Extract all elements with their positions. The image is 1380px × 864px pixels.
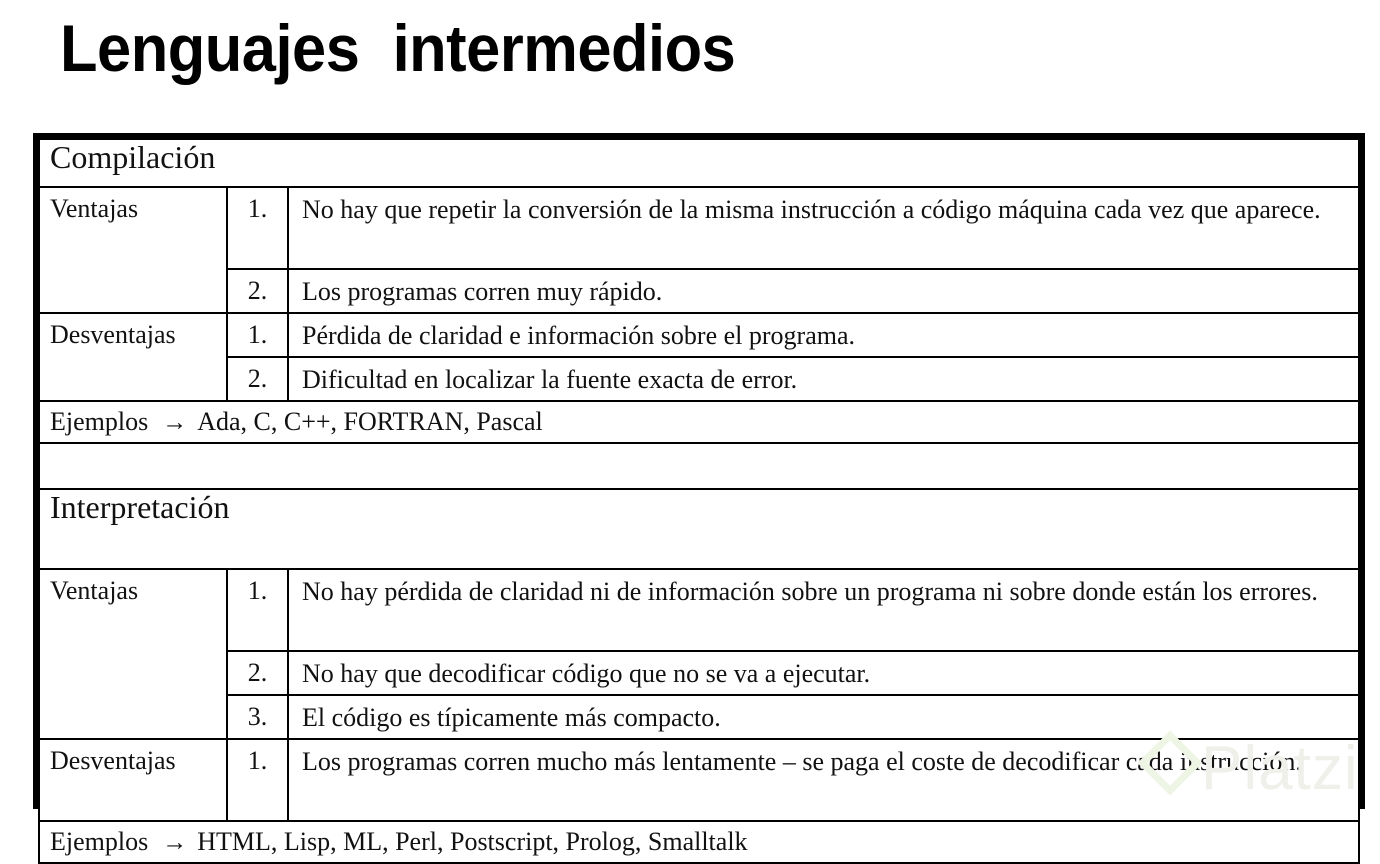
group-label-ventajas: Ventajas bbox=[50, 194, 139, 223]
examples-items: HTML, Lisp, ML, Perl, Postscript, Prolog, Smalltalk bbox=[197, 827, 748, 856]
examples-row-compilacion bbox=[39, 401, 1359, 443]
examples-row-interpretacion bbox=[39, 821, 1359, 863]
table-row bbox=[39, 269, 1359, 313]
comparison-table bbox=[33, 133, 1365, 856]
group-label-cell-desventajas bbox=[39, 313, 227, 401]
group-label-desventajas: Desventajas bbox=[50, 320, 176, 349]
item-number-cell bbox=[227, 651, 288, 695]
item-text-cell bbox=[288, 313, 1359, 357]
table-row bbox=[39, 313, 1359, 357]
section-heading-compilacion: Compilación bbox=[50, 139, 216, 175]
item-text-cell bbox=[288, 695, 1359, 739]
item-text-cell bbox=[288, 357, 1359, 401]
item-number: 1. bbox=[247, 576, 268, 605]
item-number: 2. bbox=[247, 658, 268, 687]
examples-label: Ejemplos bbox=[50, 407, 149, 436]
table-row bbox=[39, 651, 1359, 695]
group-label-cell-ventajas bbox=[39, 569, 227, 739]
item-number: 2. bbox=[247, 276, 268, 305]
item-number: 1. bbox=[247, 320, 268, 349]
spacer-cell bbox=[39, 443, 1359, 489]
section-header-cell-compilacion bbox=[39, 139, 1359, 187]
item-text: Los programas corren muy rápido. bbox=[302, 277, 663, 306]
group-label-ventajas: Ventajas bbox=[50, 576, 139, 605]
item-number-cell bbox=[227, 313, 288, 357]
item-number-cell bbox=[227, 357, 288, 401]
section-header-row-compilacion bbox=[39, 139, 1359, 187]
item-number-cell bbox=[227, 569, 288, 651]
group-label-desventajas: Desventajas bbox=[50, 746, 176, 775]
item-text: El código es típicamente más compacto. bbox=[302, 703, 721, 732]
item-number: 3. bbox=[247, 702, 268, 731]
table-grid bbox=[38, 138, 1360, 864]
item-text: No hay pérdida de claridad ni de información sobre un programa ni sobre donde están los errores. bbox=[302, 577, 1318, 606]
examples-label: Ejemplos bbox=[50, 827, 149, 856]
item-text: No hay que repetir la conversión de la misma instrucción a código máquina cada vez que aparece. bbox=[302, 195, 1321, 224]
section-header-cell-interpretacion bbox=[39, 489, 1359, 569]
item-number-cell bbox=[227, 739, 288, 821]
item-text: Los programas corren mucho más lentamente – se paga el coste de decodificar cada instrucción. bbox=[302, 747, 1302, 776]
examples-cell bbox=[39, 821, 1359, 863]
table-row bbox=[39, 739, 1359, 821]
arrow-icon: → bbox=[162, 829, 188, 856]
examples-line bbox=[40, 822, 1358, 861]
item-number: 1. bbox=[247, 746, 268, 775]
watermark-label: Platzi bbox=[1201, 734, 1359, 803]
table-row bbox=[39, 695, 1359, 739]
section-header-row-interpretacion bbox=[39, 489, 1359, 569]
arrow-icon: → bbox=[162, 409, 188, 436]
item-text-cell bbox=[288, 739, 1359, 821]
group-label-cell-ventajas bbox=[39, 187, 227, 313]
item-number-cell bbox=[227, 187, 288, 269]
item-text-cell bbox=[288, 569, 1359, 651]
spacer-row bbox=[39, 443, 1359, 489]
item-text: Dificultad en localizar la fuente exacta de error. bbox=[302, 365, 798, 394]
item-number-cell bbox=[227, 269, 288, 313]
section-heading-interpretacion: Interpretación bbox=[50, 489, 230, 525]
table-row bbox=[39, 187, 1359, 269]
item-text: Pérdida de claridad e información sobre el programa. bbox=[302, 321, 855, 350]
table-row bbox=[39, 357, 1359, 401]
item-text-cell bbox=[288, 651, 1359, 695]
table-row bbox=[39, 569, 1359, 651]
page-title: Lenguajes intermedios bbox=[60, 11, 736, 85]
examples-line bbox=[40, 402, 1358, 441]
item-text: No hay que decodificar código que no se va a ejecutar. bbox=[302, 659, 871, 688]
examples-items: Ada, C, C++, FORTRAN, Pascal bbox=[197, 407, 543, 436]
group-label-cell-desventajas bbox=[39, 739, 227, 821]
item-text-cell bbox=[288, 269, 1359, 313]
item-number: 1. bbox=[247, 194, 268, 223]
item-number: 2. bbox=[247, 364, 268, 393]
item-number-cell bbox=[227, 695, 288, 739]
examples-cell bbox=[39, 401, 1359, 443]
item-text-cell bbox=[288, 187, 1359, 269]
